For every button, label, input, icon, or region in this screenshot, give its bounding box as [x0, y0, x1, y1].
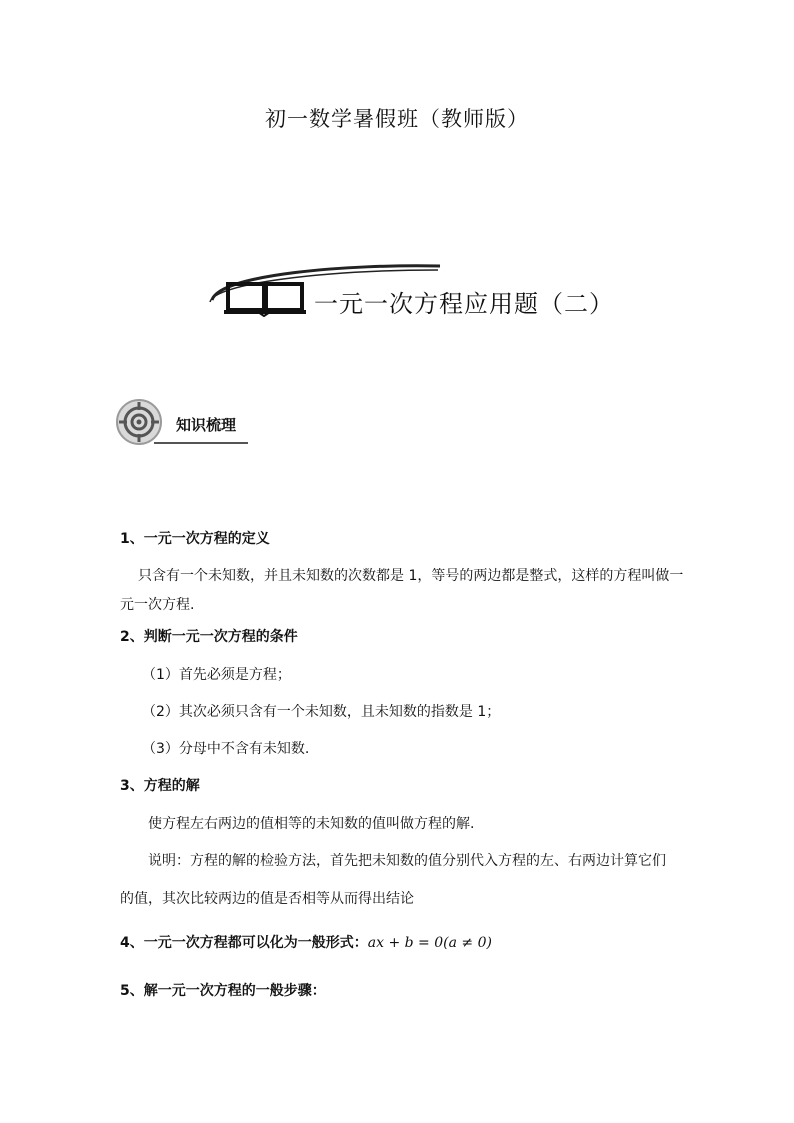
chapter-header — [200, 262, 660, 322]
section-header — [114, 396, 264, 450]
point-1-heading: 1、一元一次方程的定义 — [120, 531, 270, 547]
document-title: 初一数学暑假班（教师版） — [265, 107, 529, 131]
point-4-heading-text: 4、一元一次方程都可以化为一般形式： — [120, 935, 368, 951]
point-3-heading: 3、方程的解 — [120, 778, 200, 794]
section-title: 知识梳理 — [176, 416, 237, 434]
general-form-formula: ax + b = 0(a ≠ 0) — [367, 935, 492, 951]
point-1-text-line-1: 只含有一个未知数，并且未知数的次数都是 1，等号的两边都是整式，这样的方程叫做一 — [138, 568, 684, 584]
point-2-item-3: （3）分母中不含有未知数. — [142, 741, 310, 757]
point-4-heading — [120, 932, 492, 952]
chapter-title: 一元一次方程应用题（二） — [314, 290, 614, 318]
point-3-text: 使方程左右两边的值相等的未知数的值叫做方程的解. — [148, 816, 475, 832]
point-1-text-line-2: 元一次方程. — [120, 597, 195, 613]
point-5-heading: 5、解一元一次方程的一般步骤： — [120, 983, 326, 999]
point-2-item-1: （1）首先必须是方程； — [142, 667, 291, 683]
point-3-note-line-1: 说明：方程的解的检验方法，首先把未知数的值分别代入方程的左、右两边计算它们 — [148, 853, 666, 869]
point-2-item-2: （2）其次必须只含有一个未知数，且未知数的指数是 1； — [142, 704, 501, 720]
point-2-heading: 2、判断一元一次方程的条件 — [120, 629, 298, 645]
point-3-note-line-2: 的值，其次比较两边的值是否相等从而得出结论 — [120, 891, 414, 907]
